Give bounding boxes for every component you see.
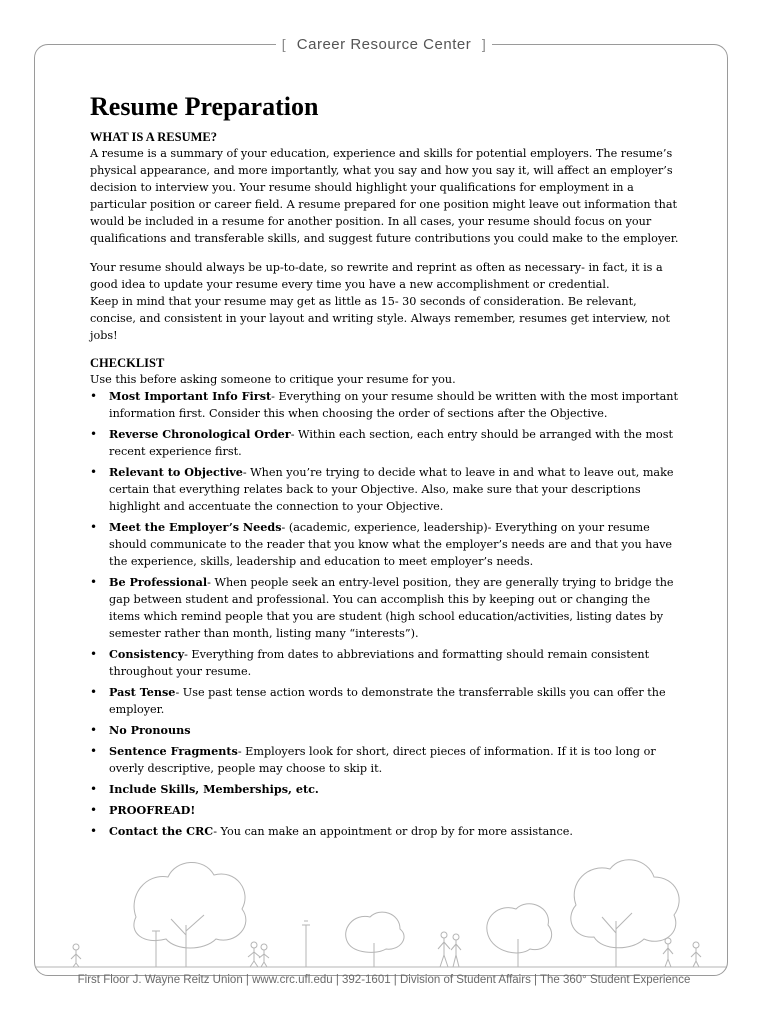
bullet-icon: • — [90, 685, 98, 699]
checklist-item-term: Be Professional — [109, 575, 208, 589]
checklist-item-desc: - When people seek an entry-level position, they are generally trying to bridge the gap between student and professional. You can accomplish this by keeping out or changing the items which remind people that you are student (high school education/activities, listing dates by semester rather than month, listing many “interests”). — [109, 576, 674, 640]
people-icon — [71, 942, 269, 967]
lamp-post-icon — [152, 931, 160, 967]
checklist-item-term: Meet the Employer’s Needs — [109, 520, 282, 534]
bullet-icon: • — [90, 803, 98, 817]
what-is-resume-heading: WHAT IS A RESUME? — [90, 130, 218, 144]
checklist-item-desc: - Everything on your resume should be written with the most important information first. Consider this when choosing the order of sections after the Objective. — [109, 390, 678, 420]
document-body — [90, 92, 680, 844]
checklist-item-desc: - You can make an appointment or drop by for more assistance. — [213, 825, 573, 838]
bullet-icon: • — [90, 782, 98, 796]
footer-info: First Floor J. Wayne Reitz Union | www.crc.ufl.edu | 392-1601 | Division of Student Affairs | The 360° Student Experience — [77, 974, 691, 986]
checklist-item-desc: - (academic, experience, leadership)- Everything on your resume should communicate to the reader that you know what the employer’s needs are and that you have the experience, skills, leadership and education to meet employer’s needs. — [109, 521, 673, 568]
checklist-item-term: Include Skills, Memberships, etc. — [109, 782, 319, 796]
checklist-item — [90, 464, 680, 515]
what-is-resume-paragraph-2: Your resume should always be up-to-date, so rewrite and reprint as often as necessary- in fact, it is a good idea to update your resume every time you have a new accomplishment or credential. — [90, 261, 663, 291]
checklist-item-term: No Pronouns — [109, 723, 191, 737]
people-icon — [438, 932, 461, 967]
bullet-icon: • — [90, 647, 98, 661]
checklist-item-desc: - Employers look for short, direct pieces of information. If it is too long or overly descriptive, people may choose to skip it. — [109, 745, 656, 775]
bullet-icon: • — [90, 723, 98, 737]
bullet-icon: • — [90, 427, 98, 441]
checklist-item-term: Contact the CRC — [109, 824, 214, 838]
tree-icon — [571, 860, 679, 967]
bullet-icon: • — [90, 520, 98, 534]
bullet-icon: • — [90, 465, 98, 479]
checklist-item-desc: - Within each section, each entry should be arranged with the most recent experience first. — [109, 428, 674, 458]
checklist-item-desc: - When you’re trying to decide what to leave in and what to leave out, make certain that everything relates back to your Objective. Also, make sure that your descriptions highlight and accentuate the connection to your Objective. — [109, 466, 674, 513]
checklist-heading: CHECKLIST — [90, 356, 165, 370]
checklist-item-term: Past Tense — [109, 685, 176, 699]
bullet-icon: • — [90, 575, 98, 589]
checklist-item-term: Consistency — [109, 647, 185, 661]
tree-icon — [487, 904, 552, 967]
lamp-post-icon — [302, 921, 310, 967]
tree-icon — [134, 862, 246, 967]
checklist-item — [90, 684, 680, 718]
checklist-item — [90, 646, 680, 680]
checklist-item-desc: - Use past tense action words to demonstrate the transferrable skills you can offer the employer. — [109, 686, 666, 716]
bullet-icon: • — [90, 744, 98, 758]
checklist-intro: Use this before asking someone to critique your resume for you. — [90, 373, 456, 386]
what-is-resume-paragraph-3: Keep in mind that your resume may get as little as 15- 30 seconds of consideration. Be relevant, concise, and consistent in your layout and writing style. Always remember, resumes get interview, not jobs! — [90, 295, 670, 342]
checklist-item — [90, 802, 680, 819]
checklist-item-term: Relevant to Objective — [109, 465, 243, 479]
checklist-item — [90, 519, 680, 570]
page-title: Resume Preparation — [90, 92, 319, 121]
checklist — [90, 388, 680, 840]
bullet-icon: • — [90, 389, 98, 403]
checklist-item — [90, 574, 680, 642]
bullet-icon: • — [90, 824, 98, 838]
checklist-item-term: Most Important Info First — [109, 389, 272, 403]
left-bracket-icon: [ — [281, 36, 287, 52]
checklist-item — [90, 743, 680, 777]
checklist-item — [90, 781, 680, 798]
tree-icon — [346, 912, 404, 967]
checklist-item — [90, 823, 680, 840]
checklist-item-term: Sentence Fragments — [109, 744, 238, 758]
campus-scenery-illustration — [36, 855, 726, 971]
checklist-item — [90, 426, 680, 460]
what-is-resume-paragraph-1: A resume is a summary of your education, experience and skills for potential employers. The resume’s physical appearance, and more importantly, what you say and how you say it, will affect an employer’s decision to interview you. Your resume should highlight your qualifications for employment in a particular position or career field. A resume prepared for one position might leave out information that would be included in a resume for another position. In all cases, your resume should focus on your qualifications and transferable skills, and suggest future contributions you could make to the employer. — [90, 147, 679, 245]
header-banner — [0, 34, 768, 53]
checklist-item-term: PROOFREAD! — [109, 803, 196, 817]
checklist-item — [90, 722, 680, 739]
checklist-item-term: Reverse Chronological Order — [109, 427, 291, 441]
checklist-item — [90, 388, 680, 422]
people-icon — [663, 938, 701, 967]
header-label: Career Resource Center — [291, 36, 477, 53]
right-bracket-icon: ] — [481, 36, 487, 52]
checklist-item-desc: - Everything from dates to abbreviations and formatting should remain consistent throughout your resume. — [109, 648, 650, 678]
